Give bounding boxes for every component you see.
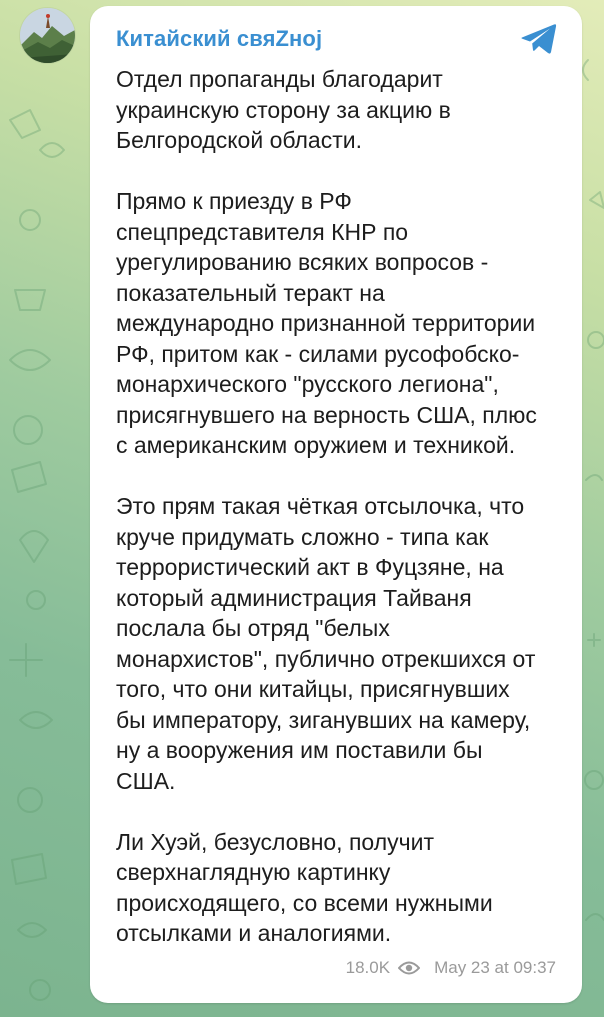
message-paragraph: Это прям такая чёткая отсылочка, что круче придумать сложно - типа как террористический акт в Фуцзяне, на который администрация Тайваня послала бы отряд "белых монархистов", публично отрекшихся от того, что они китайцы, присягнувших бы императору, зиганувших на камеру, ну а вооружения им поставили бы США. bbox=[116, 493, 536, 794]
message-paragraph: Отдел пропаганды благодарит украинскую сторону за акцию в Белгородской области. bbox=[116, 66, 451, 153]
channel-avatar[interactable] bbox=[20, 8, 75, 63]
mountain-landscape-avatar-icon bbox=[20, 8, 75, 63]
message-text bbox=[116, 64, 566, 949]
eye-icon bbox=[398, 960, 420, 976]
message-paragraph: Прямо к приезду в РФ спецпредставителя КНР по урегулированию всяких вопросов - показательный теракт на международно признанной территории РФ, притом как - силами русофобско- монархического "русского легиона", присягнувшего на верность США, плюс с американским оружием и техникой. bbox=[116, 188, 537, 458]
message-paragraph: Ли Хуэй, безусловно, получит сверхнаглядную картинку происходящего, со всеми нужными отсылками и аналогиями. bbox=[116, 828, 493, 946]
telegram-share-icon[interactable] bbox=[520, 22, 558, 56]
message-bubble bbox=[90, 6, 582, 1003]
message-timestamp: May 23 at 09:37 bbox=[434, 958, 556, 977]
view-count: 18.0K bbox=[345, 958, 391, 977]
message-meta bbox=[346, 958, 556, 978]
channel-name[interactable]: Китайский свяZнoj bbox=[116, 26, 323, 51]
